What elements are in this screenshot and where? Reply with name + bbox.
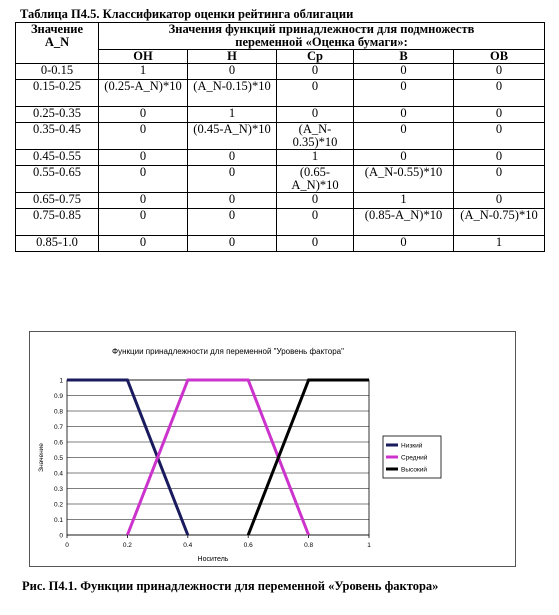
membership-cell: 1: [454, 236, 545, 252]
figure-caption: Рис. П4.1. Функции принадлежности для переменной «Уровень фактора»: [22, 579, 439, 593]
membership-cell: 1: [277, 150, 354, 166]
range-cell: 0.35-0.45: [16, 123, 99, 150]
chart-title: Функции принадлежности для переменной "Уровень фактора": [112, 347, 344, 356]
membership-cell: 0: [454, 193, 545, 209]
membership-cell: 0: [188, 150, 277, 166]
y-tick-label: 0.1: [53, 517, 63, 524]
range-cell: 0.75-0.85: [16, 209, 99, 236]
membership-cell: (0.85-A_N)*10: [354, 209, 454, 236]
membership-cell: 0: [354, 80, 454, 107]
y-tick-label: 0.9: [53, 393, 63, 400]
y-tick-label: 0.4: [53, 470, 63, 478]
range-cell: 0.25-0.35: [16, 107, 99, 123]
table-row: [16, 107, 545, 123]
membership-cell: 0: [188, 193, 277, 209]
chart-frame: [29, 331, 516, 567]
membership-cell: 0: [277, 80, 354, 107]
membership-cell: (A_N-0.35)*10: [277, 123, 354, 150]
membership-cell: 0: [454, 150, 545, 166]
membership-cell: 0: [277, 64, 354, 80]
membership-cell: 0: [188, 166, 277, 193]
membership-cell: 1: [354, 193, 454, 209]
membership-cell: 0: [354, 64, 454, 80]
legend-label-0: Низкий: [401, 442, 423, 450]
membership-cell: 0: [454, 107, 545, 123]
membership-cell: 0: [99, 150, 188, 166]
table-row: [16, 150, 545, 166]
x-tick-label: 1: [367, 542, 371, 549]
subheader-1: Н: [188, 50, 277, 64]
x-axis-label: Носитель: [197, 556, 229, 563]
subheader-4: ОВ: [454, 50, 545, 64]
membership-chart: [30, 332, 515, 566]
membership-cell: 0: [454, 64, 545, 80]
header-membership-group: Значения функций принадлежности для подмножеств переменной «Оценка бумаги»:: [99, 23, 545, 50]
membership-cell: (0.65-A_N)*10: [277, 166, 354, 193]
x-tick-label: 0.8: [304, 542, 314, 549]
y-tick-label: 0.2: [53, 501, 63, 509]
membership-cell: 0: [354, 150, 454, 166]
x-tick-label: 0.6: [243, 542, 253, 549]
legend-label-2: Высокий: [401, 466, 428, 474]
subheader-2: Ср: [277, 50, 354, 64]
y-tick-label: 1: [59, 377, 63, 385]
membership-cell: 1: [188, 107, 277, 123]
y-tick-label: 0.7: [53, 424, 63, 431]
membership-cell: 0: [99, 166, 188, 193]
y-axis-label: Значение: [38, 443, 45, 472]
membership-cell: (0.25-A_N)*10: [99, 80, 188, 107]
table-row: [16, 166, 545, 193]
range-cell: 0.45-0.55: [16, 150, 99, 166]
membership-cell: 0: [354, 123, 454, 150]
membership-cell: 0: [454, 80, 545, 107]
membership-cell: (A_N-0.75)*10: [454, 209, 545, 236]
membership-cell: 0: [354, 107, 454, 123]
y-tick-label: 0.5: [53, 455, 63, 462]
membership-cell: (0.45-A_N)*10: [188, 123, 277, 150]
range-cell: 0.65-0.75: [16, 193, 99, 209]
membership-cell: 0: [277, 236, 354, 252]
header-value-column: Значение A_N: [16, 23, 99, 64]
membership-cell: 0: [188, 64, 277, 80]
membership-cell: 0: [99, 193, 188, 209]
legend-label-1: Средний: [401, 454, 428, 462]
table-row: [16, 193, 545, 209]
membership-cell: 0: [277, 193, 354, 209]
membership-cell: 0: [277, 209, 354, 236]
rating-classifier-table: [15, 22, 545, 252]
subheader-0: ОН: [99, 50, 188, 64]
table-row: [16, 64, 545, 80]
range-cell: 0.85-1.0: [16, 236, 99, 252]
membership-cell: 0: [277, 107, 354, 123]
range-cell: 0.55-0.65: [16, 166, 99, 193]
membership-cell: 0: [99, 123, 188, 150]
range-cell: 0-0.15: [16, 64, 99, 80]
membership-cell: 0: [99, 236, 188, 252]
table-row: [16, 236, 545, 252]
table-caption: Таблица П4.5. Классификатор оценки рейтинга облигации: [20, 7, 354, 21]
membership-cell: 0: [188, 236, 277, 252]
y-tick-label: 0.3: [53, 486, 63, 493]
membership-cell: 1: [99, 64, 188, 80]
membership-cell: 0: [99, 107, 188, 123]
y-tick-label: 0: [59, 532, 63, 540]
x-tick-label: 0: [65, 542, 69, 549]
membership-cell: 0: [454, 123, 545, 150]
membership-cell: 0: [188, 209, 277, 236]
membership-cell: 0: [454, 166, 545, 193]
table-row: [16, 209, 545, 236]
membership-cell: 0: [99, 209, 188, 236]
range-cell: 0.15-0.25: [16, 80, 99, 107]
table-row: [16, 80, 545, 107]
y-tick-label: 0.8: [53, 408, 63, 416]
x-tick-label: 0.4: [183, 542, 193, 549]
membership-cell: 0: [354, 236, 454, 252]
membership-cell: (A_N-0.15)*10: [188, 80, 277, 107]
x-tick-label: 0.2: [122, 542, 132, 549]
membership-cell: (A_N-0.55)*10: [354, 166, 454, 193]
subheader-3: В: [354, 50, 454, 64]
y-tick-label: 0.6: [53, 439, 63, 447]
table-row: [16, 123, 545, 150]
